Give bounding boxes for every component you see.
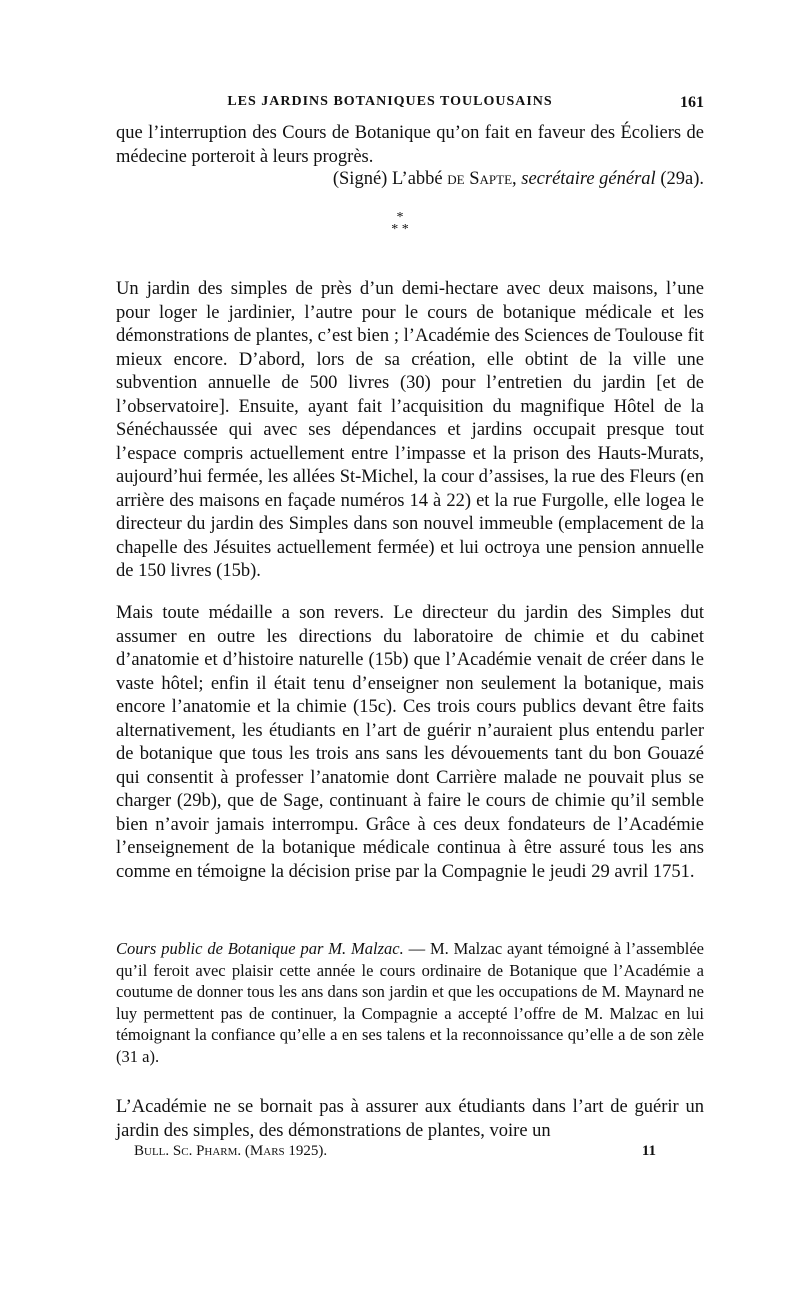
signature-name: de Sapte, [447, 169, 517, 189]
page-header [116, 94, 704, 118]
signature-prefix: (Signé) L’abbé [332, 169, 443, 189]
quoted-minutes-title: Cours public de Botanique par M. Malzac. [116, 939, 404, 958]
running-title: LES JARDINS BOTANIQUES TOULOUSAINS [227, 94, 553, 109]
paragraph-3: Mais toute médaille a son revers. Le directeur du jardin des Simples dut assumer en outre les directions du laboratoire de chimie et du cabinet d’anatomie et d’histoire naturelle (15b) que l’Académie venait de créer dans le vaste hôtel; enfin il était tenu d’enseigner non seulement la botanique, mais encore l’anatomie et la chimie (15c). Ces trois cours publics devant être faits alternativement, les étudiants en l’art de guérir n’auraient plus entendu parler de botanique que tous les trois ans sans les dévouements tant du bon Gouazé qui consentit à professer l’anatomie dont Carrière malade ne pouvait plus se charger (29b), que de Sage, continuant à faire le cours de chimie qu’il semble bien n’avoir jamais interrompu. Grâce à ces deux fondateurs de l’Académie l’enseignement de la botanique médicale continua à être assuré tous les ans comme en témoigne la décision prise par la Compagnie le jeudi 29 avril 1751. [116, 603, 704, 882]
signature-line [333, 169, 704, 190]
asterism-top: * [396, 210, 404, 225]
quoted-minutes [116, 938, 704, 1067]
signature-role: secrétaire général [521, 169, 656, 189]
journal-citation: Bull. Sc. Pharm. (Mars 1925). [134, 1143, 328, 1159]
asterism-divider [0, 212, 800, 236]
quoted-minutes-body: — M. Malzac ayant témoigné à l’assemblée qu’il feroit avec plaisir cette année le cours ordinaire de Botanique que l’Académie a coutume de donner tous les ans dans son jardin et que les occupations de M. Maynard ne luy permettent pas de continuer, la Compagnie a accepté l’offre de M. Malzac en lui témoignant la confiance qu’elle a en ses talens et la reconnoissance qu’elle a de son zèle (31 a). [116, 939, 704, 1066]
asterism-bottom: * * [391, 222, 409, 237]
paragraph-5: L’Académie ne se bornait pas à assurer aux étudiants dans l’art de guérir un jardin des simples, des démonstrations de plantes, voire un [116, 1097, 704, 1141]
paragraph-2: Un jardin des simples de près d’un demi-hectare avec deux maisons, l’une pour loger le jardinier, l’autre pour le cours de botanique médicale et les démonstrations de plantes, c’est bien ; l’Académie des Sciences de Toulouse fit mieux encore. D’abord, lors de sa création, elle obtint de la ville une subvention annuelle de 500 livres (30) pour l’entretien du jardin [et de l’observatoire]. Ensuite, ayant fait l’acquisition du magnifique Hôtel de la Sénéchaussée qui avec ses dépendances et jardins occupait presque tout l’espace compris actuellement entre l’impasse et la prison des Hauts-Murats, aujourd’hui fermée, les allées St-Michel, la cour d’assises, la rue des Fleurs (en arrière des maisons en façade numéros 14 à 22) et la rue Furgolle, elle logea le directeur du jardin des Simples dans son nouvel immeuble (emplacement de la chapelle des Jésuites actuellement fermée) et lui octroya une pension annuelle de 150 livres (15b). [116, 279, 704, 581]
paragraph-1: que l’interruption des Cours de Botanique qu’on fait en faveur des Écoliers de médecine porteroit à leurs progrès. [116, 123, 704, 167]
signature-mark: 11 [641, 1143, 656, 1159]
page-number: 161 [680, 94, 704, 111]
signature-ref: (29a). [660, 169, 704, 189]
